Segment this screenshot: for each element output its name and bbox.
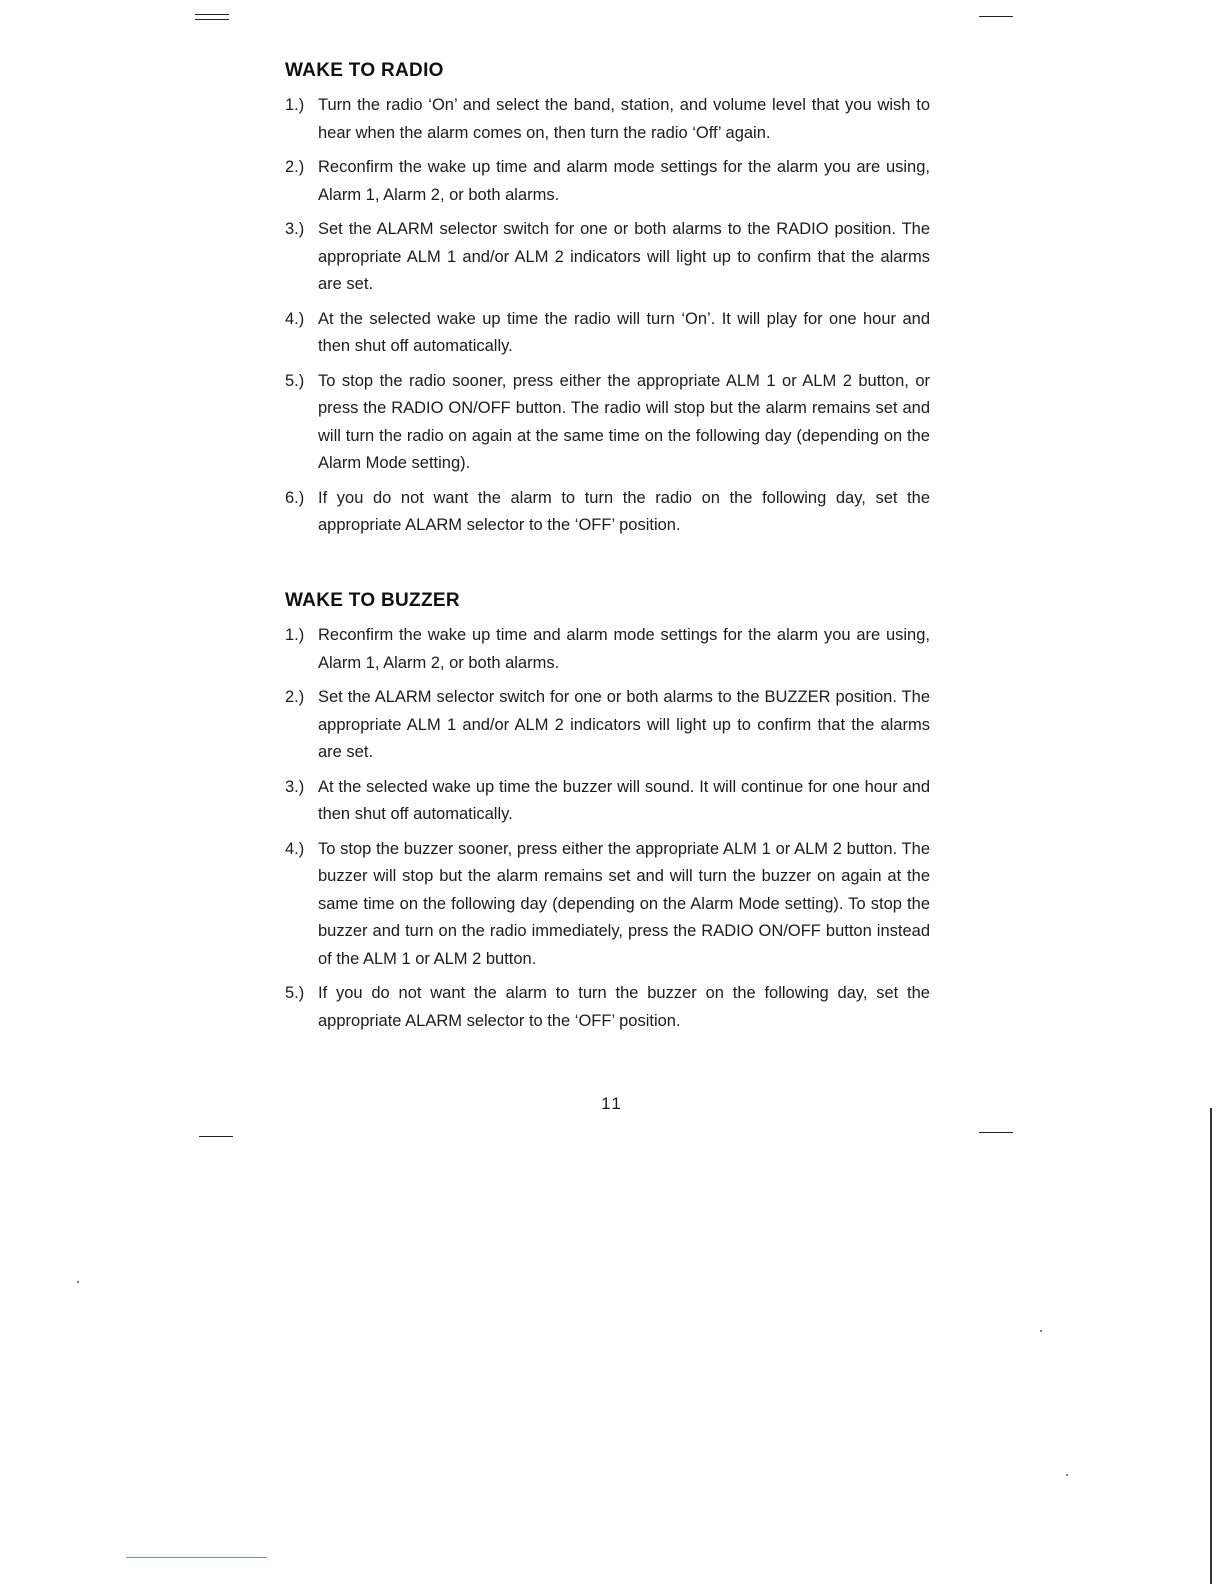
step-text: Set the ALARM selector switch for one or both alarms to the BUZZER position. The appropriate ALM 1 and/or ALM 2 indicators will light up to confirm that the alarms are set. bbox=[318, 688, 930, 761]
list-item bbox=[285, 684, 930, 767]
list-item bbox=[285, 980, 930, 1035]
step-text: At the selected wake up time the radio will turn ‘On’. It will play for one hour and then shut off automatically. bbox=[318, 309, 930, 355]
step-number: 2.) bbox=[285, 688, 305, 706]
list-item bbox=[285, 216, 930, 299]
list-item bbox=[285, 485, 930, 540]
step-text: At the selected wake up time the buzzer will sound. It will continue for one hour and then shut off automatically. bbox=[318, 777, 930, 823]
step-number: 3.) bbox=[285, 220, 305, 238]
scan-edge-line bbox=[1210, 1108, 1212, 1584]
step-number: 1.) bbox=[285, 96, 305, 114]
wake-to-buzzer-section bbox=[285, 590, 930, 1042]
step-number: 3.) bbox=[285, 777, 305, 796]
step-number: 5.) bbox=[285, 371, 305, 390]
crop-mark bbox=[195, 19, 229, 20]
page-number: 11 bbox=[601, 1094, 623, 1113]
list-item bbox=[285, 774, 930, 829]
steps-list bbox=[285, 622, 930, 1035]
section-heading: WAKE TO BUZZER bbox=[285, 590, 460, 611]
step-text: Set the ALARM selector switch for one or both alarms to the RADIO position. The appropriate ALM 1 and/or ALM 2 indicators will light up to confirm that the alarms are set. bbox=[318, 220, 930, 293]
crop-mark bbox=[199, 1136, 233, 1137]
list-item bbox=[285, 368, 930, 478]
step-text: To stop the buzzer sooner, press either the appropriate ALM 1 or ALM 2 button. The buzzer will stop but the alarm remains set and will turn the buzzer on again at the same time on the following day (depending on the Alarm Mode setting). To stop the buzzer and turn on the radio immediately, press the RADIO ON/OFF button instead of the ALM 1 or ALM 2 button. bbox=[318, 839, 930, 968]
crop-mark bbox=[979, 16, 1013, 17]
step-text: Reconfirm the wake up time and alarm mode settings for the alarm you are using, Alarm 1, Alarm 2, or both alarms. bbox=[318, 158, 930, 204]
step-number: 1.) bbox=[285, 626, 305, 644]
step-number: 4.) bbox=[285, 839, 305, 858]
list-item bbox=[285, 306, 930, 361]
step-text: Turn the radio ‘On’ and select the band, station, and volume level that you wish to hear when the alarm comes on, then turn the radio ‘Off’ again. bbox=[318, 96, 930, 142]
list-item bbox=[285, 154, 930, 209]
scan-speck bbox=[1066, 1474, 1068, 1476]
step-number: 2.) bbox=[285, 158, 305, 176]
list-item bbox=[285, 92, 930, 147]
section-heading: WAKE TO RADIO bbox=[285, 60, 444, 81]
list-item bbox=[285, 836, 930, 974]
wake-to-radio-section bbox=[285, 60, 930, 547]
step-text: To stop the radio sooner, press either the appropriate ALM 1 or ALM 2 button, or press the RADIO ON/OFF button. The radio will stop but the alarm remains set and will turn the radio on again at the same time on the following day (depending on the Alarm Mode setting). bbox=[318, 371, 930, 472]
step-number: 6.) bbox=[285, 488, 305, 507]
crop-mark bbox=[195, 14, 229, 15]
scan-artifact-line bbox=[126, 1557, 267, 1558]
step-text: If you do not want the alarm to turn the buzzer on the following day, set the appropriate ALARM selector to the ‘OFF’ position. bbox=[318, 984, 930, 1030]
step-text: Reconfirm the wake up time and alarm mode settings for the alarm you are using, Alarm 1, Alarm 2, or both alarms. bbox=[318, 626, 930, 672]
list-item bbox=[285, 622, 930, 677]
scan-speck bbox=[77, 1281, 79, 1283]
step-number: 5.) bbox=[285, 984, 305, 1002]
steps-list bbox=[285, 92, 930, 540]
step-number: 4.) bbox=[285, 309, 305, 328]
scan-speck bbox=[1040, 1330, 1042, 1332]
step-text: If you do not want the alarm to turn the radio on the following day, set the appropriate ALARM selector to the ‘OFF’ position. bbox=[318, 488, 930, 534]
crop-mark bbox=[979, 1132, 1013, 1133]
